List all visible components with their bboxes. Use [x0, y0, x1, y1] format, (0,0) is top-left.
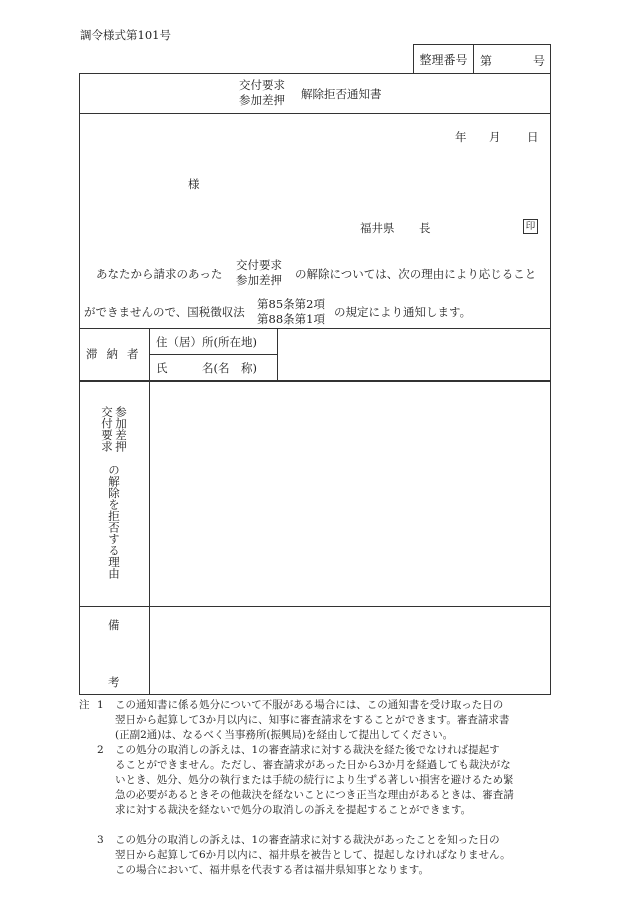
form-id: 調令様式第101号 [80, 28, 171, 42]
reason-option-1: 参加差押 [114, 406, 128, 452]
taxpayer-table [79, 329, 551, 381]
note-number: 2 [97, 744, 104, 756]
reason-label: の解除を拒否する理由 [107, 464, 121, 579]
title-option-1: 交付要求 [239, 78, 285, 92]
body-line1-pre: あなたから請求のあった [96, 267, 223, 281]
remarks-char-2: 考 [108, 675, 120, 689]
name-label: 氏 名(名 称) [156, 361, 257, 375]
remarks-char-1: 備 [108, 618, 120, 632]
remarks-section [79, 607, 551, 695]
body-line2-options [257, 297, 325, 327]
body-line2-option-2: 第88条第1項 [257, 312, 325, 326]
note-text: 求に対する裁決を経ないで処分の取消しの訴えを提起することができます。 [115, 804, 472, 816]
note-item-2 [97, 743, 559, 818]
notice-frame [79, 73, 551, 329]
note-text: 翌日から起算して3か月以内に、知事に審査請求をすることができます。審査請求書 [115, 714, 510, 726]
body-line1-option-2: 参加差押 [236, 273, 282, 287]
title-separator [79, 113, 551, 114]
note-text: この処分の取消しの訴えは、1の審査請求に対する裁決を経た後でなければ提起す [115, 744, 500, 756]
address-label: 住（居）所(所在地) [156, 335, 257, 349]
note-text: この場合において、福井県を代表する者は福井県知事となります。 [115, 864, 429, 876]
date-day: 日 [527, 130, 539, 144]
date-year: 年 [455, 130, 467, 144]
body-line1-option-1: 交付要求 [236, 258, 282, 272]
addressee-suffix: 様 [188, 177, 200, 191]
note-text: 翌日から起算して6か月以内に、福井県を被告として、提起しなければなりません。 [115, 849, 511, 861]
note-text: この処分の取消しの訴えは、1の審査請求に対する裁決があったことを知った日の [115, 834, 500, 846]
taxpayer-label: 滞納者 [86, 347, 148, 361]
reason-option-2: 交付要求 [100, 406, 114, 452]
issuer-prefecture: 福井県 [360, 221, 395, 235]
body-line1-post: の解除については、次の理由により応じること [295, 267, 537, 281]
body-line2-option-1: 第85条第2項 [257, 297, 325, 311]
reference-number-box [413, 44, 551, 74]
reference-number-prefix: 第 [480, 54, 493, 68]
notes-header: 注 [79, 699, 90, 711]
note-number: 1 [97, 699, 104, 711]
seal-mark: 印 [523, 219, 538, 234]
note-text: この通知書に係る処分について不服がある場合には、この通知書を受け取った日の [115, 699, 504, 711]
note-item-1 [97, 698, 559, 743]
document-title: 解除拒否通知書 [301, 87, 382, 101]
title-option-2: 参加差押 [239, 93, 285, 107]
body-line2-post: の規定により通知します。 [334, 305, 472, 319]
reason-section [79, 381, 551, 607]
note-item-3 [97, 833, 559, 878]
body-line2-pre: ができませんので、国税徴収法 [84, 305, 245, 319]
issuer-position: 長 [419, 221, 431, 235]
body-line1-options [236, 258, 282, 288]
reference-number-label: 整理番号 [414, 45, 474, 74]
date-month: 月 [489, 130, 501, 144]
note-text: 急の必要があるときその他裁決を経ないことにつき正当な理由があるときは、審査請 [115, 789, 514, 801]
note-number: 3 [97, 834, 104, 846]
note-text: (正副2通)は、なるべく当事務所(振興局)を経由して提出してください。 [115, 729, 454, 741]
reference-number-suffix: 号 [532, 54, 545, 68]
title-options [239, 78, 285, 108]
note-text: いとき、処分、処分の執行または手続の続行により生ずる著しい損害を避けるため緊 [115, 774, 514, 786]
note-text: ることができません。ただし、審査請求があった日から3か月を経過しても裁決がな [115, 759, 511, 771]
